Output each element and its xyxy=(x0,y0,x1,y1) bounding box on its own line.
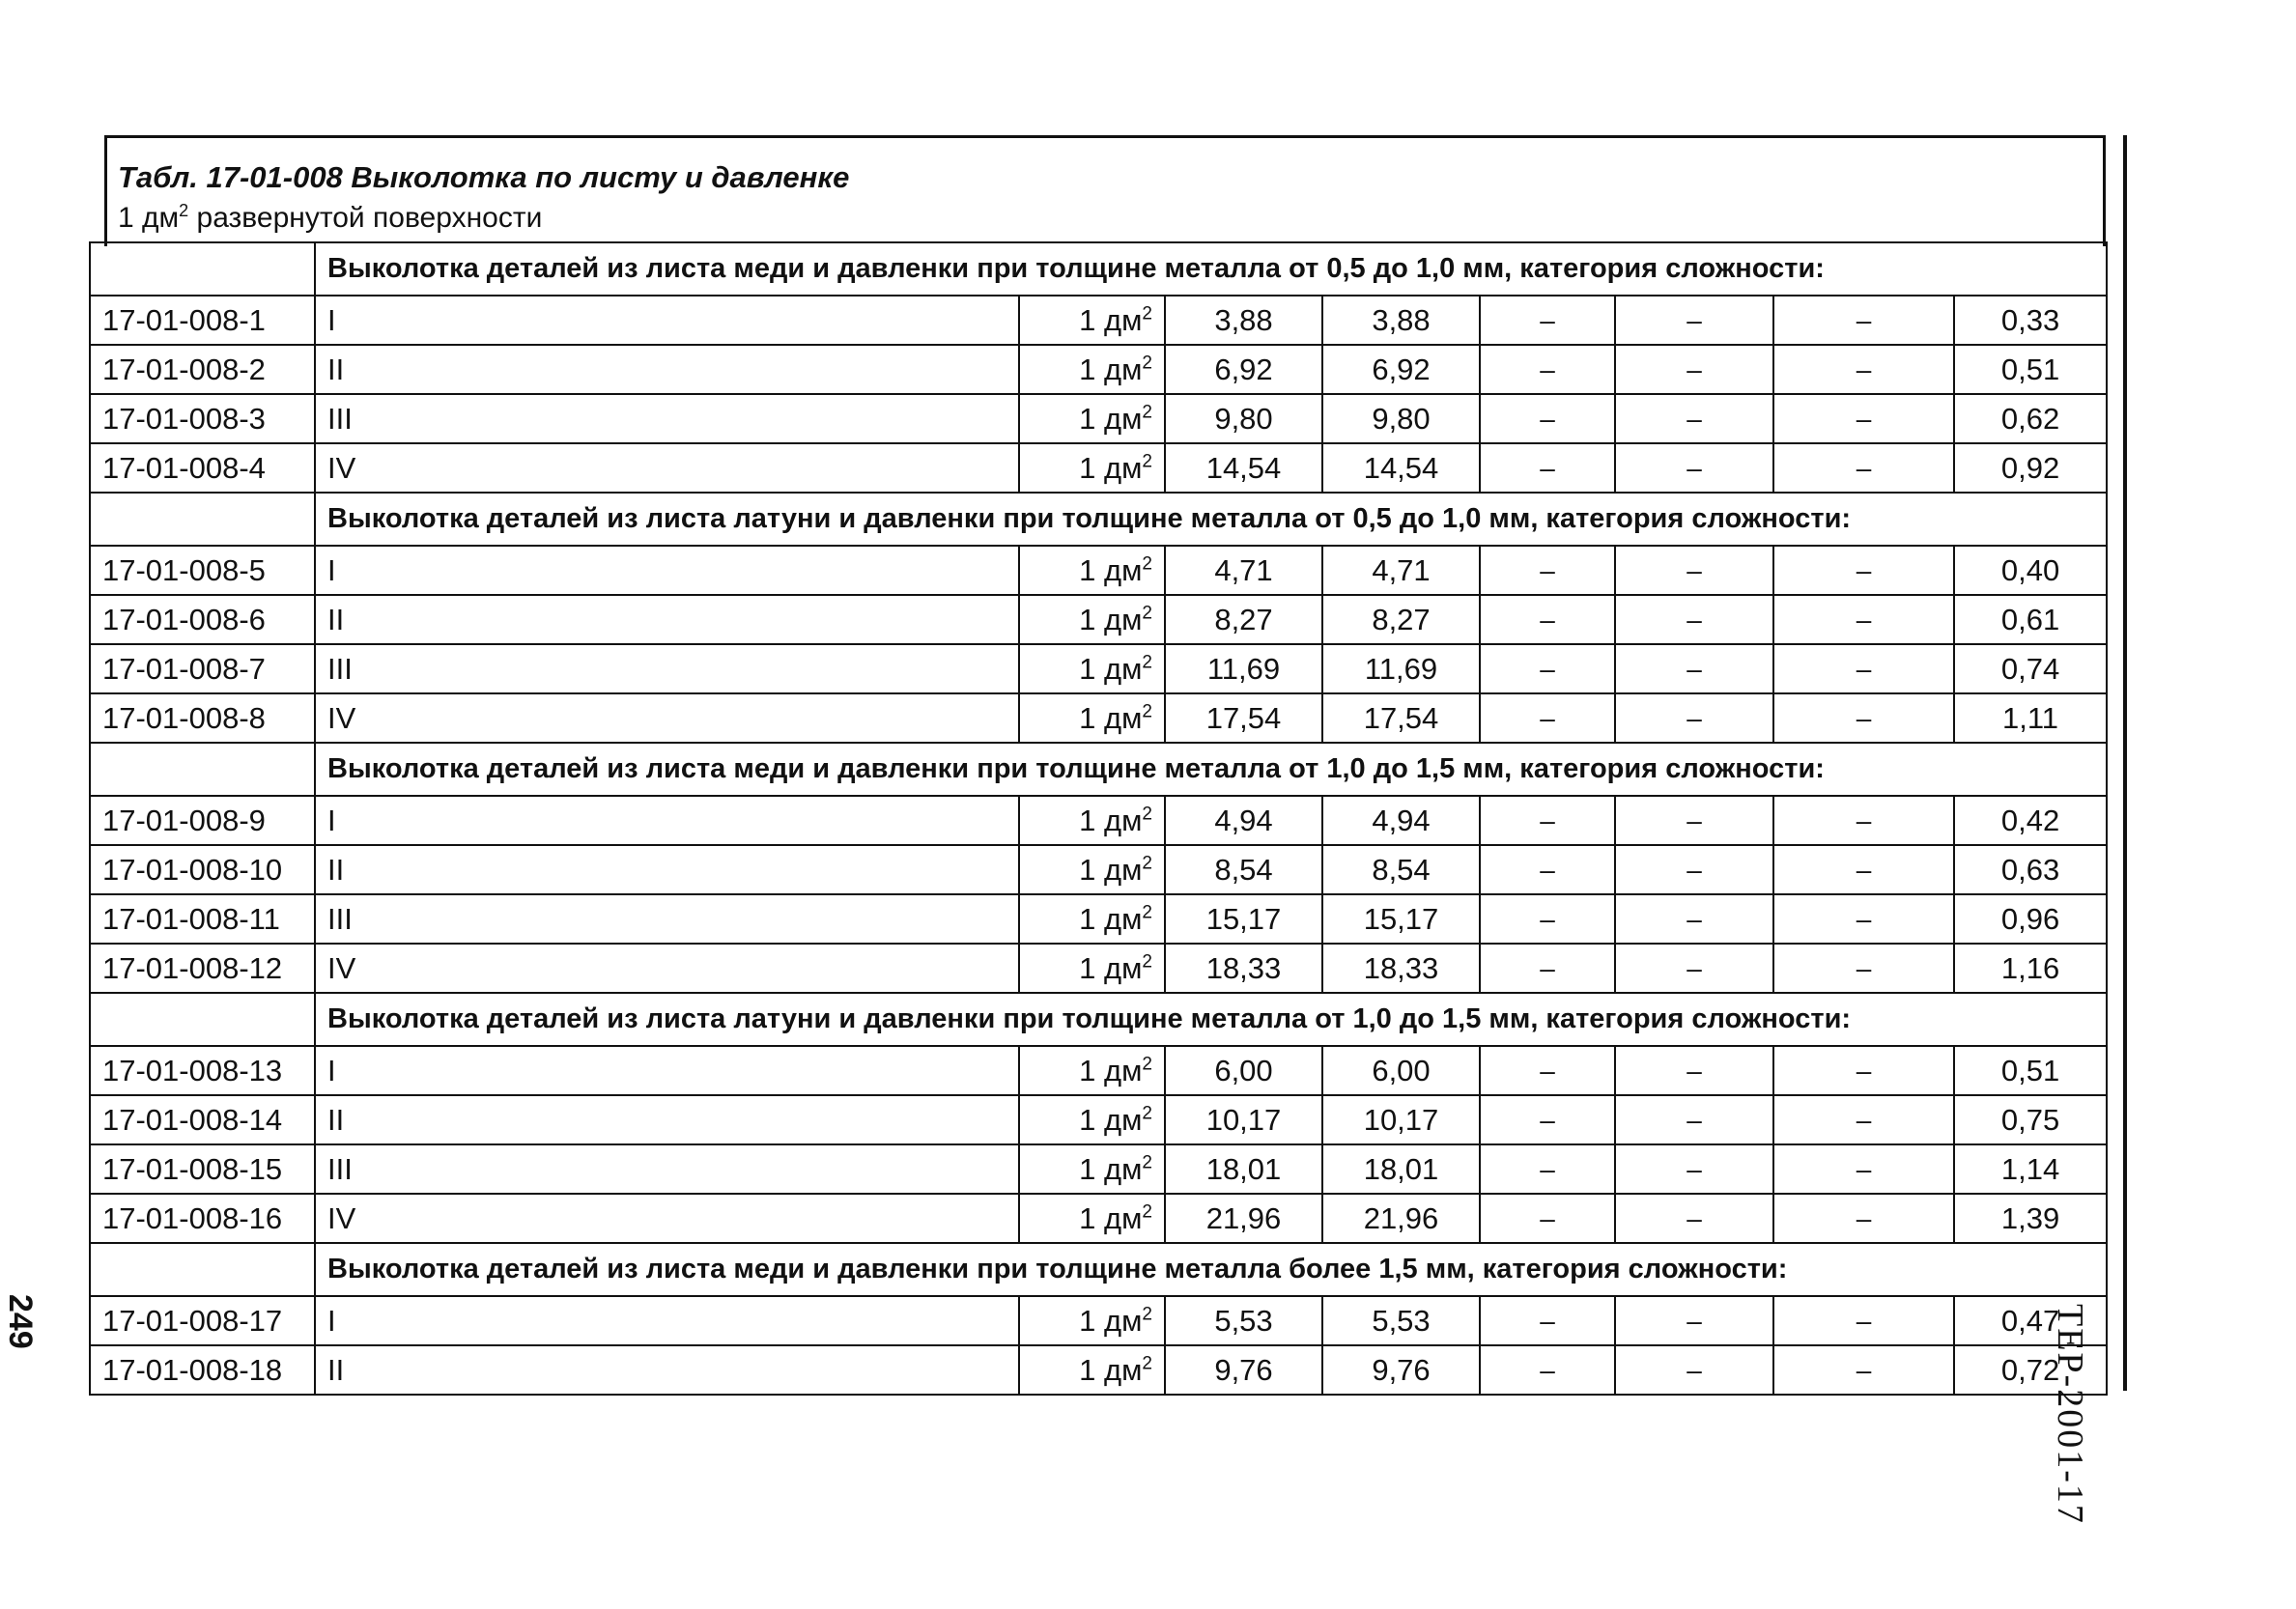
complexity-category: II xyxy=(315,845,1019,894)
wage-cost: 5,53 xyxy=(1322,1296,1480,1345)
table-row xyxy=(90,1296,2107,1345)
measure-unit-text: 1 дм xyxy=(1079,401,1143,436)
wage-cost: 9,80 xyxy=(1322,394,1480,443)
empty-value: – xyxy=(1773,345,1954,394)
rate-code: 17-01-008-3 xyxy=(90,394,315,443)
empty-value: – xyxy=(1773,1345,1954,1395)
complexity-category: IV xyxy=(315,1194,1019,1243)
empty-value: – xyxy=(1480,345,1615,394)
wage-cost: 3,88 xyxy=(1322,296,1480,345)
total-cost: 3,88 xyxy=(1165,296,1322,345)
section-heading-row xyxy=(90,993,2107,1046)
wage-cost: 8,54 xyxy=(1322,845,1480,894)
section-heading: Выколотка деталей из листа меди и давленки при толщине металла более 1,5 мм, категория сложности: xyxy=(315,1243,2107,1296)
empty-value: – xyxy=(1615,1296,1773,1345)
section-heading: Выколотка деталей из листа меди и давленки при толщине металла от 1,0 до 1,5 мм, категория сложности: xyxy=(315,743,2107,796)
complexity-category: II xyxy=(315,1345,1019,1395)
complexity-category: IV xyxy=(315,443,1019,493)
empty-value: – xyxy=(1480,595,1615,644)
wage-cost: 6,92 xyxy=(1322,345,1480,394)
measure-unit-text: 1 дм xyxy=(1079,1200,1143,1235)
empty-value: – xyxy=(1773,1046,1954,1095)
right-frame-rule xyxy=(2123,135,2127,1391)
rate-code: 17-01-008-4 xyxy=(90,443,315,493)
complexity-category: III xyxy=(315,644,1019,693)
labor-value: 0,72 xyxy=(1954,1345,2107,1395)
rate-code: 17-01-008-2 xyxy=(90,345,315,394)
rates-table-body xyxy=(90,242,2107,1395)
empty-value: – xyxy=(1615,1194,1773,1243)
labor-value: 1,14 xyxy=(1954,1144,2107,1194)
total-cost: 9,80 xyxy=(1165,394,1322,443)
labor-value: 1,11 xyxy=(1954,693,2107,743)
rate-code: 17-01-008-15 xyxy=(90,1144,315,1194)
total-cost: 10,17 xyxy=(1165,1095,1322,1144)
empty-value: – xyxy=(1615,894,1773,944)
complexity-category: I xyxy=(315,1296,1019,1345)
labor-value: 0,74 xyxy=(1954,644,2107,693)
labor-value: 0,33 xyxy=(1954,296,2107,345)
measure-unit-sup: 2 xyxy=(1142,652,1152,673)
measure-unit-text: 1 дм xyxy=(1079,852,1143,887)
labor-value: 0,63 xyxy=(1954,845,2107,894)
measure-unit-sup: 2 xyxy=(1142,1103,1152,1124)
section-heading-row xyxy=(90,242,2107,296)
empty-value: – xyxy=(1480,394,1615,443)
measure-unit-text: 1 дм xyxy=(1079,352,1143,386)
total-cost: 4,71 xyxy=(1165,546,1322,595)
empty-value: – xyxy=(1773,1144,1954,1194)
section-heading: Выколотка деталей из листа латуни и давленки при толщине металла от 1,0 до 1,5 мм, категория сложности: xyxy=(315,993,2107,1046)
empty-value: – xyxy=(1480,1095,1615,1144)
empty-value: – xyxy=(1615,644,1773,693)
empty-value: – xyxy=(1615,345,1773,394)
table-row xyxy=(90,1046,2107,1095)
measure-unit xyxy=(1019,894,1165,944)
measure-unit xyxy=(1019,296,1165,345)
wage-cost: 10,17 xyxy=(1322,1095,1480,1144)
measure-unit xyxy=(1019,644,1165,693)
table-row xyxy=(90,1095,2107,1144)
measure-unit xyxy=(1019,1296,1165,1345)
total-cost: 14,54 xyxy=(1165,443,1322,493)
wage-cost: 11,69 xyxy=(1322,644,1480,693)
measure-unit xyxy=(1019,1095,1165,1144)
measure-unit xyxy=(1019,944,1165,993)
table-title: Табл. 17-01-008 Выколотка по листу и давленке xyxy=(118,160,850,194)
measure-unit-text: 1 дм xyxy=(1079,651,1143,686)
wage-cost: 18,33 xyxy=(1322,944,1480,993)
empty-value: – xyxy=(1773,1095,1954,1144)
empty-value: – xyxy=(1615,944,1773,993)
table-unit-line xyxy=(118,201,542,235)
labor-value: 0,62 xyxy=(1954,394,2107,443)
measure-unit-sup: 2 xyxy=(1142,1201,1152,1223)
empty-value: – xyxy=(1615,796,1773,845)
rate-code: 17-01-008-8 xyxy=(90,693,315,743)
section-heading: Выколотка деталей из листа меди и давленки при толщине металла от 0,5 до 1,0 мм, категория сложности: xyxy=(315,242,2107,296)
empty-value: – xyxy=(1480,944,1615,993)
complexity-category: I xyxy=(315,296,1019,345)
empty-value: – xyxy=(1615,1345,1773,1395)
empty-value: – xyxy=(1480,1296,1615,1345)
total-cost: 21,96 xyxy=(1165,1194,1322,1243)
measure-unit-sup: 2 xyxy=(1142,853,1152,874)
empty-value: – xyxy=(1480,894,1615,944)
total-cost: 6,00 xyxy=(1165,1046,1322,1095)
measure-unit-sup: 2 xyxy=(1142,804,1152,825)
rate-code: 17-01-008-11 xyxy=(90,894,315,944)
empty-value: – xyxy=(1480,443,1615,493)
measure-unit xyxy=(1019,1194,1165,1243)
table-row xyxy=(90,796,2107,845)
unit-line-suffix: развернутой поверхности xyxy=(188,202,543,234)
labor-value: 1,39 xyxy=(1954,1194,2107,1243)
measure-unit-sup: 2 xyxy=(1142,353,1152,374)
measure-unit-text: 1 дм xyxy=(1079,1303,1143,1338)
table-row xyxy=(90,944,2107,993)
empty-value: – xyxy=(1615,1095,1773,1144)
measure-unit-sup: 2 xyxy=(1142,553,1152,575)
table-row xyxy=(90,845,2107,894)
total-cost: 15,17 xyxy=(1165,894,1322,944)
rate-code: 17-01-008-5 xyxy=(90,546,315,595)
labor-value: 0,75 xyxy=(1954,1095,2107,1144)
labor-value: 0,40 xyxy=(1954,546,2107,595)
measure-unit-sup: 2 xyxy=(1142,603,1152,624)
section-code-cell xyxy=(90,1243,315,1296)
table-row xyxy=(90,644,2107,693)
labor-value: 0,47 xyxy=(1954,1296,2107,1345)
unit-line-prefix: 1 дм xyxy=(118,202,180,234)
empty-value: – xyxy=(1480,693,1615,743)
rate-code: 17-01-008-12 xyxy=(90,944,315,993)
total-cost: 8,27 xyxy=(1165,595,1322,644)
measure-unit xyxy=(1019,1345,1165,1395)
complexity-category: II xyxy=(315,345,1019,394)
total-cost: 5,53 xyxy=(1165,1296,1322,1345)
measure-unit-text: 1 дм xyxy=(1079,1053,1143,1087)
empty-value: – xyxy=(1480,644,1615,693)
total-cost: 18,33 xyxy=(1165,944,1322,993)
measure-unit-sup: 2 xyxy=(1142,1304,1152,1325)
complexity-category: II xyxy=(315,1095,1019,1144)
empty-value: – xyxy=(1773,546,1954,595)
wage-cost: 6,00 xyxy=(1322,1046,1480,1095)
rate-code: 17-01-008-10 xyxy=(90,845,315,894)
empty-value: – xyxy=(1480,546,1615,595)
labor-value: 0,51 xyxy=(1954,1046,2107,1095)
total-cost: 8,54 xyxy=(1165,845,1322,894)
empty-value: – xyxy=(1773,443,1954,493)
measure-unit-text: 1 дм xyxy=(1079,1151,1143,1186)
empty-value: – xyxy=(1773,796,1954,845)
document-code: ТЕР-2001-17 xyxy=(2050,1304,2090,1525)
empty-value: – xyxy=(1773,595,1954,644)
rate-code: 17-01-008-17 xyxy=(90,1296,315,1345)
measure-unit-text: 1 дм xyxy=(1079,602,1143,636)
table-row xyxy=(90,595,2107,644)
measure-unit-sup: 2 xyxy=(1142,701,1152,722)
labor-value: 0,61 xyxy=(1954,595,2107,644)
table-row xyxy=(90,1194,2107,1243)
wage-cost: 15,17 xyxy=(1322,894,1480,944)
empty-value: – xyxy=(1615,443,1773,493)
empty-value: – xyxy=(1480,1144,1615,1194)
complexity-category: III xyxy=(315,394,1019,443)
measure-unit xyxy=(1019,345,1165,394)
measure-unit xyxy=(1019,845,1165,894)
measure-unit-sup: 2 xyxy=(1142,451,1152,472)
unit-line-sup: 2 xyxy=(179,201,189,220)
rate-code: 17-01-008-1 xyxy=(90,296,315,345)
empty-value: – xyxy=(1615,546,1773,595)
wage-cost: 21,96 xyxy=(1322,1194,1480,1243)
table-row xyxy=(90,894,2107,944)
total-cost: 11,69 xyxy=(1165,644,1322,693)
empty-value: – xyxy=(1480,1345,1615,1395)
total-cost: 4,94 xyxy=(1165,796,1322,845)
wage-cost: 4,94 xyxy=(1322,796,1480,845)
labor-value: 0,51 xyxy=(1954,345,2107,394)
rate-code: 17-01-008-14 xyxy=(90,1095,315,1144)
page-number: 249 xyxy=(2,1294,39,1349)
table-row xyxy=(90,296,2107,345)
measure-unit-sup: 2 xyxy=(1142,402,1152,423)
measure-unit-text: 1 дм xyxy=(1079,302,1143,337)
wage-cost: 18,01 xyxy=(1322,1144,1480,1194)
empty-value: – xyxy=(1615,693,1773,743)
rate-code: 17-01-008-9 xyxy=(90,796,315,845)
section-code-cell xyxy=(90,493,315,546)
wage-cost: 9,76 xyxy=(1322,1345,1480,1395)
empty-value: – xyxy=(1615,1046,1773,1095)
measure-unit-text: 1 дм xyxy=(1079,450,1143,485)
rate-code: 17-01-008-16 xyxy=(90,1194,315,1243)
measure-unit xyxy=(1019,1046,1165,1095)
complexity-category: I xyxy=(315,1046,1019,1095)
measure-unit-text: 1 дм xyxy=(1079,700,1143,735)
empty-value: – xyxy=(1615,1144,1773,1194)
section-heading-row xyxy=(90,743,2107,796)
measure-unit xyxy=(1019,1144,1165,1194)
empty-value: – xyxy=(1773,1194,1954,1243)
table-row xyxy=(90,345,2107,394)
total-cost: 9,76 xyxy=(1165,1345,1322,1395)
measure-unit xyxy=(1019,595,1165,644)
wage-cost: 8,27 xyxy=(1322,595,1480,644)
empty-value: – xyxy=(1615,845,1773,894)
measure-unit xyxy=(1019,546,1165,595)
empty-value: – xyxy=(1480,1046,1615,1095)
measure-unit xyxy=(1019,394,1165,443)
measure-unit-sup: 2 xyxy=(1142,1353,1152,1374)
complexity-category: IV xyxy=(315,944,1019,993)
empty-value: – xyxy=(1480,296,1615,345)
empty-value: – xyxy=(1615,394,1773,443)
wage-cost: 4,71 xyxy=(1322,546,1480,595)
rate-code: 17-01-008-18 xyxy=(90,1345,315,1395)
empty-value: – xyxy=(1773,944,1954,993)
section-code-cell xyxy=(90,743,315,796)
table-row xyxy=(90,443,2107,493)
complexity-category: III xyxy=(315,1144,1019,1194)
section-code-cell xyxy=(90,242,315,296)
total-cost: 6,92 xyxy=(1165,345,1322,394)
rate-code: 17-01-008-6 xyxy=(90,595,315,644)
empty-value: – xyxy=(1480,1194,1615,1243)
total-cost: 17,54 xyxy=(1165,693,1322,743)
table-row xyxy=(90,1345,2107,1395)
empty-value: – xyxy=(1773,845,1954,894)
measure-unit-sup: 2 xyxy=(1142,951,1152,973)
measure-unit-text: 1 дм xyxy=(1079,901,1143,936)
labor-value: 0,92 xyxy=(1954,443,2107,493)
measure-unit-text: 1 дм xyxy=(1079,1102,1143,1137)
wage-cost: 14,54 xyxy=(1322,443,1480,493)
measure-unit xyxy=(1019,796,1165,845)
total-cost: 18,01 xyxy=(1165,1144,1322,1194)
empty-value: – xyxy=(1480,845,1615,894)
complexity-category: IV xyxy=(315,693,1019,743)
section-heading: Выколотка деталей из листа латуни и давленки при толщине металла от 0,5 до 1,0 мм, категория сложности: xyxy=(315,493,2107,546)
empty-value: – xyxy=(1480,796,1615,845)
measure-unit-text: 1 дм xyxy=(1079,950,1143,985)
table-row xyxy=(90,1144,2107,1194)
measure-unit-text: 1 дм xyxy=(1079,552,1143,587)
labor-value: 0,42 xyxy=(1954,796,2107,845)
empty-value: – xyxy=(1773,693,1954,743)
rates-table xyxy=(89,241,2108,1396)
section-heading-row xyxy=(90,1243,2107,1296)
measure-unit-text: 1 дм xyxy=(1079,1352,1143,1387)
complexity-category: I xyxy=(315,796,1019,845)
measure-unit-sup: 2 xyxy=(1142,1152,1152,1173)
measure-unit-sup: 2 xyxy=(1142,902,1152,923)
empty-value: – xyxy=(1615,595,1773,644)
complexity-category: II xyxy=(315,595,1019,644)
empty-value: – xyxy=(1773,894,1954,944)
section-code-cell xyxy=(90,993,315,1046)
empty-value: – xyxy=(1615,296,1773,345)
measure-unit xyxy=(1019,693,1165,743)
complexity-category: I xyxy=(315,546,1019,595)
table-row xyxy=(90,394,2107,443)
table-row xyxy=(90,693,2107,743)
rate-code: 17-01-008-7 xyxy=(90,644,315,693)
wage-cost: 17,54 xyxy=(1322,693,1480,743)
measure-unit xyxy=(1019,443,1165,493)
measure-unit-sup: 2 xyxy=(1142,1054,1152,1075)
empty-value: – xyxy=(1773,1296,1954,1345)
empty-value: – xyxy=(1773,394,1954,443)
complexity-category: III xyxy=(315,894,1019,944)
labor-value: 1,16 xyxy=(1954,944,2107,993)
labor-value: 0,96 xyxy=(1954,894,2107,944)
measure-unit-sup: 2 xyxy=(1142,303,1152,325)
empty-value: – xyxy=(1773,644,1954,693)
rate-code: 17-01-008-13 xyxy=(90,1046,315,1095)
table-row xyxy=(90,546,2107,595)
section-heading-row xyxy=(90,493,2107,546)
empty-value: – xyxy=(1773,296,1954,345)
measure-unit-text: 1 дм xyxy=(1079,803,1143,837)
